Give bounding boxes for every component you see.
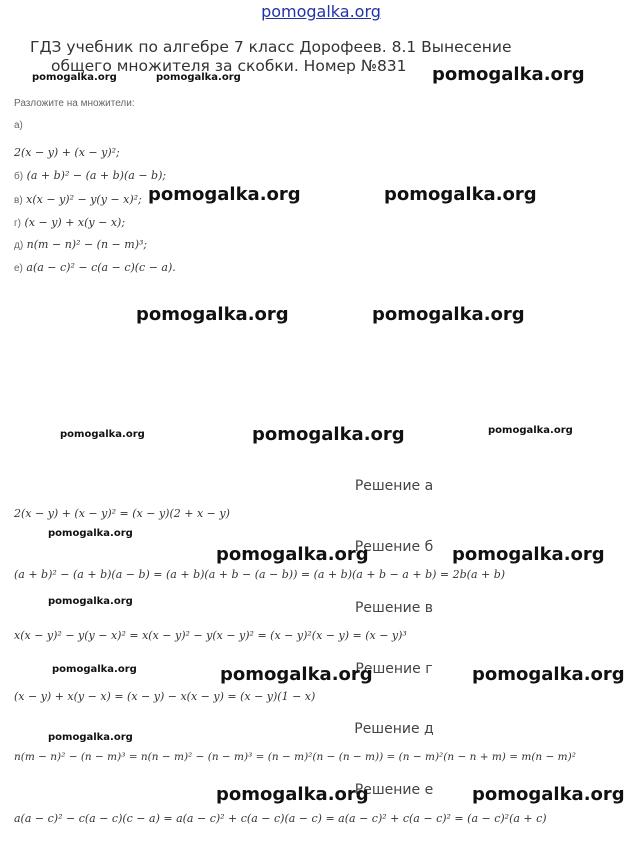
- solution-body-e: a(a − c)² − c(a − c)(c − a) = a(a − c)² + c(a − c)(a − c) = a(a − c)² + c(a − c)² = (a − c)²(a + c): [14, 812, 547, 825]
- task-intro: Разложите на множители:: [14, 98, 135, 109]
- watermark-small: pomogalka.org: [60, 429, 145, 440]
- solution-heading-g: Решение г: [355, 661, 433, 677]
- task-item: [14, 216, 125, 229]
- watermark-large: pomogalka.org: [216, 784, 369, 805]
- watermark-small: pomogalka.org: [48, 732, 133, 743]
- task-item-prefix: д): [14, 240, 24, 251]
- solution-heading-e: Решение е: [354, 782, 434, 798]
- watermark-large: pomogalka.org: [252, 424, 405, 445]
- watermark-large: pomogalka.org: [148, 184, 301, 205]
- task-item: [14, 146, 120, 159]
- watermark-large: pomogalka.org: [472, 664, 625, 685]
- watermark-large: pomogalka.org: [220, 664, 373, 685]
- solution-body-v: x(x − y)² − y(y − x)² = x(x − y)² − y(x − y)² = (x − y)²(x − y) = (x − y)³: [14, 629, 407, 642]
- watermark-large: pomogalka.org: [452, 544, 605, 565]
- task-item: [14, 238, 147, 251]
- task-item: [14, 193, 142, 206]
- site-header-link[interactable]: pomogalka.org: [261, 2, 381, 21]
- page-title-line-2: общего множителя за скобки. Номер №831: [51, 57, 407, 75]
- task-item-expression: (x − y) + x(y − x);: [24, 216, 126, 229]
- watermark-large: pomogalka.org: [472, 784, 625, 805]
- task-item-expression: x(x − y)² − y(y − x)²;: [26, 193, 142, 206]
- watermark-large: pomogalka.org: [432, 64, 585, 85]
- watermark-small: pomogalka.org: [32, 72, 117, 83]
- solution-body-a: 2(x − y) + (x − y)² = (x − y)(2 + x − y): [14, 507, 230, 520]
- task-item: [14, 169, 166, 182]
- task-item-expression: a(a − c)² − c(a − c)(c − a).: [26, 261, 176, 274]
- solution-body-g: (x − y) + x(y − x) = (x − y) − x(x − y) = (x − y)(1 − x): [14, 690, 316, 703]
- page-title-line-1: ГДЗ учебник по алгебре 7 класс Дорофеев. 8.1 Вынесение: [30, 38, 512, 56]
- task-item: [14, 261, 176, 274]
- watermark-small: pomogalka.org: [488, 425, 573, 436]
- watermark-small: pomogalka.org: [156, 72, 241, 83]
- task-item-expression: (a + b)² − (a + b)(a − b);: [26, 169, 167, 182]
- solution-body-d: n(m − n)² − (n − m)³ = n(n − m)² − (n − m)³ = (n − m)²(n − (n − m)) = (n − m)²(n − n + m) = m(n − m)²: [14, 751, 576, 763]
- solution-heading-d: Решение д: [354, 721, 434, 737]
- watermark-large: pomogalka.org: [384, 184, 537, 205]
- solution-heading-b: Решение б: [354, 539, 434, 555]
- task-item-prefix: б): [14, 171, 24, 182]
- task-item-prefix: в): [14, 195, 23, 206]
- watermark-small: pomogalka.org: [48, 528, 133, 539]
- solution-body-b: (a + b)² − (a + b)(a − b) = (a + b)(a + b − (a − b)) = (a + b)(a + b − a + b) = 2b(a + b): [14, 568, 506, 581]
- solution-heading-v: Решение в: [354, 600, 434, 616]
- task-item-prefix: г): [14, 218, 21, 229]
- watermark-small: pomogalka.org: [48, 596, 133, 607]
- task-item-expression: 2(x − y) + (x − y)²;: [14, 146, 120, 159]
- watermark-large: pomogalka.org: [216, 544, 369, 565]
- task-item-prefix: е): [14, 263, 23, 274]
- task-label-a: а): [14, 120, 23, 131]
- watermark-small: pomogalka.org: [52, 664, 137, 675]
- watermark-large: pomogalka.org: [372, 304, 525, 325]
- watermark-large: pomogalka.org: [136, 304, 289, 325]
- task-item-expression: n(m − n)² − (n − m)³;: [26, 238, 148, 251]
- solution-heading-a: Решение а: [354, 478, 434, 494]
